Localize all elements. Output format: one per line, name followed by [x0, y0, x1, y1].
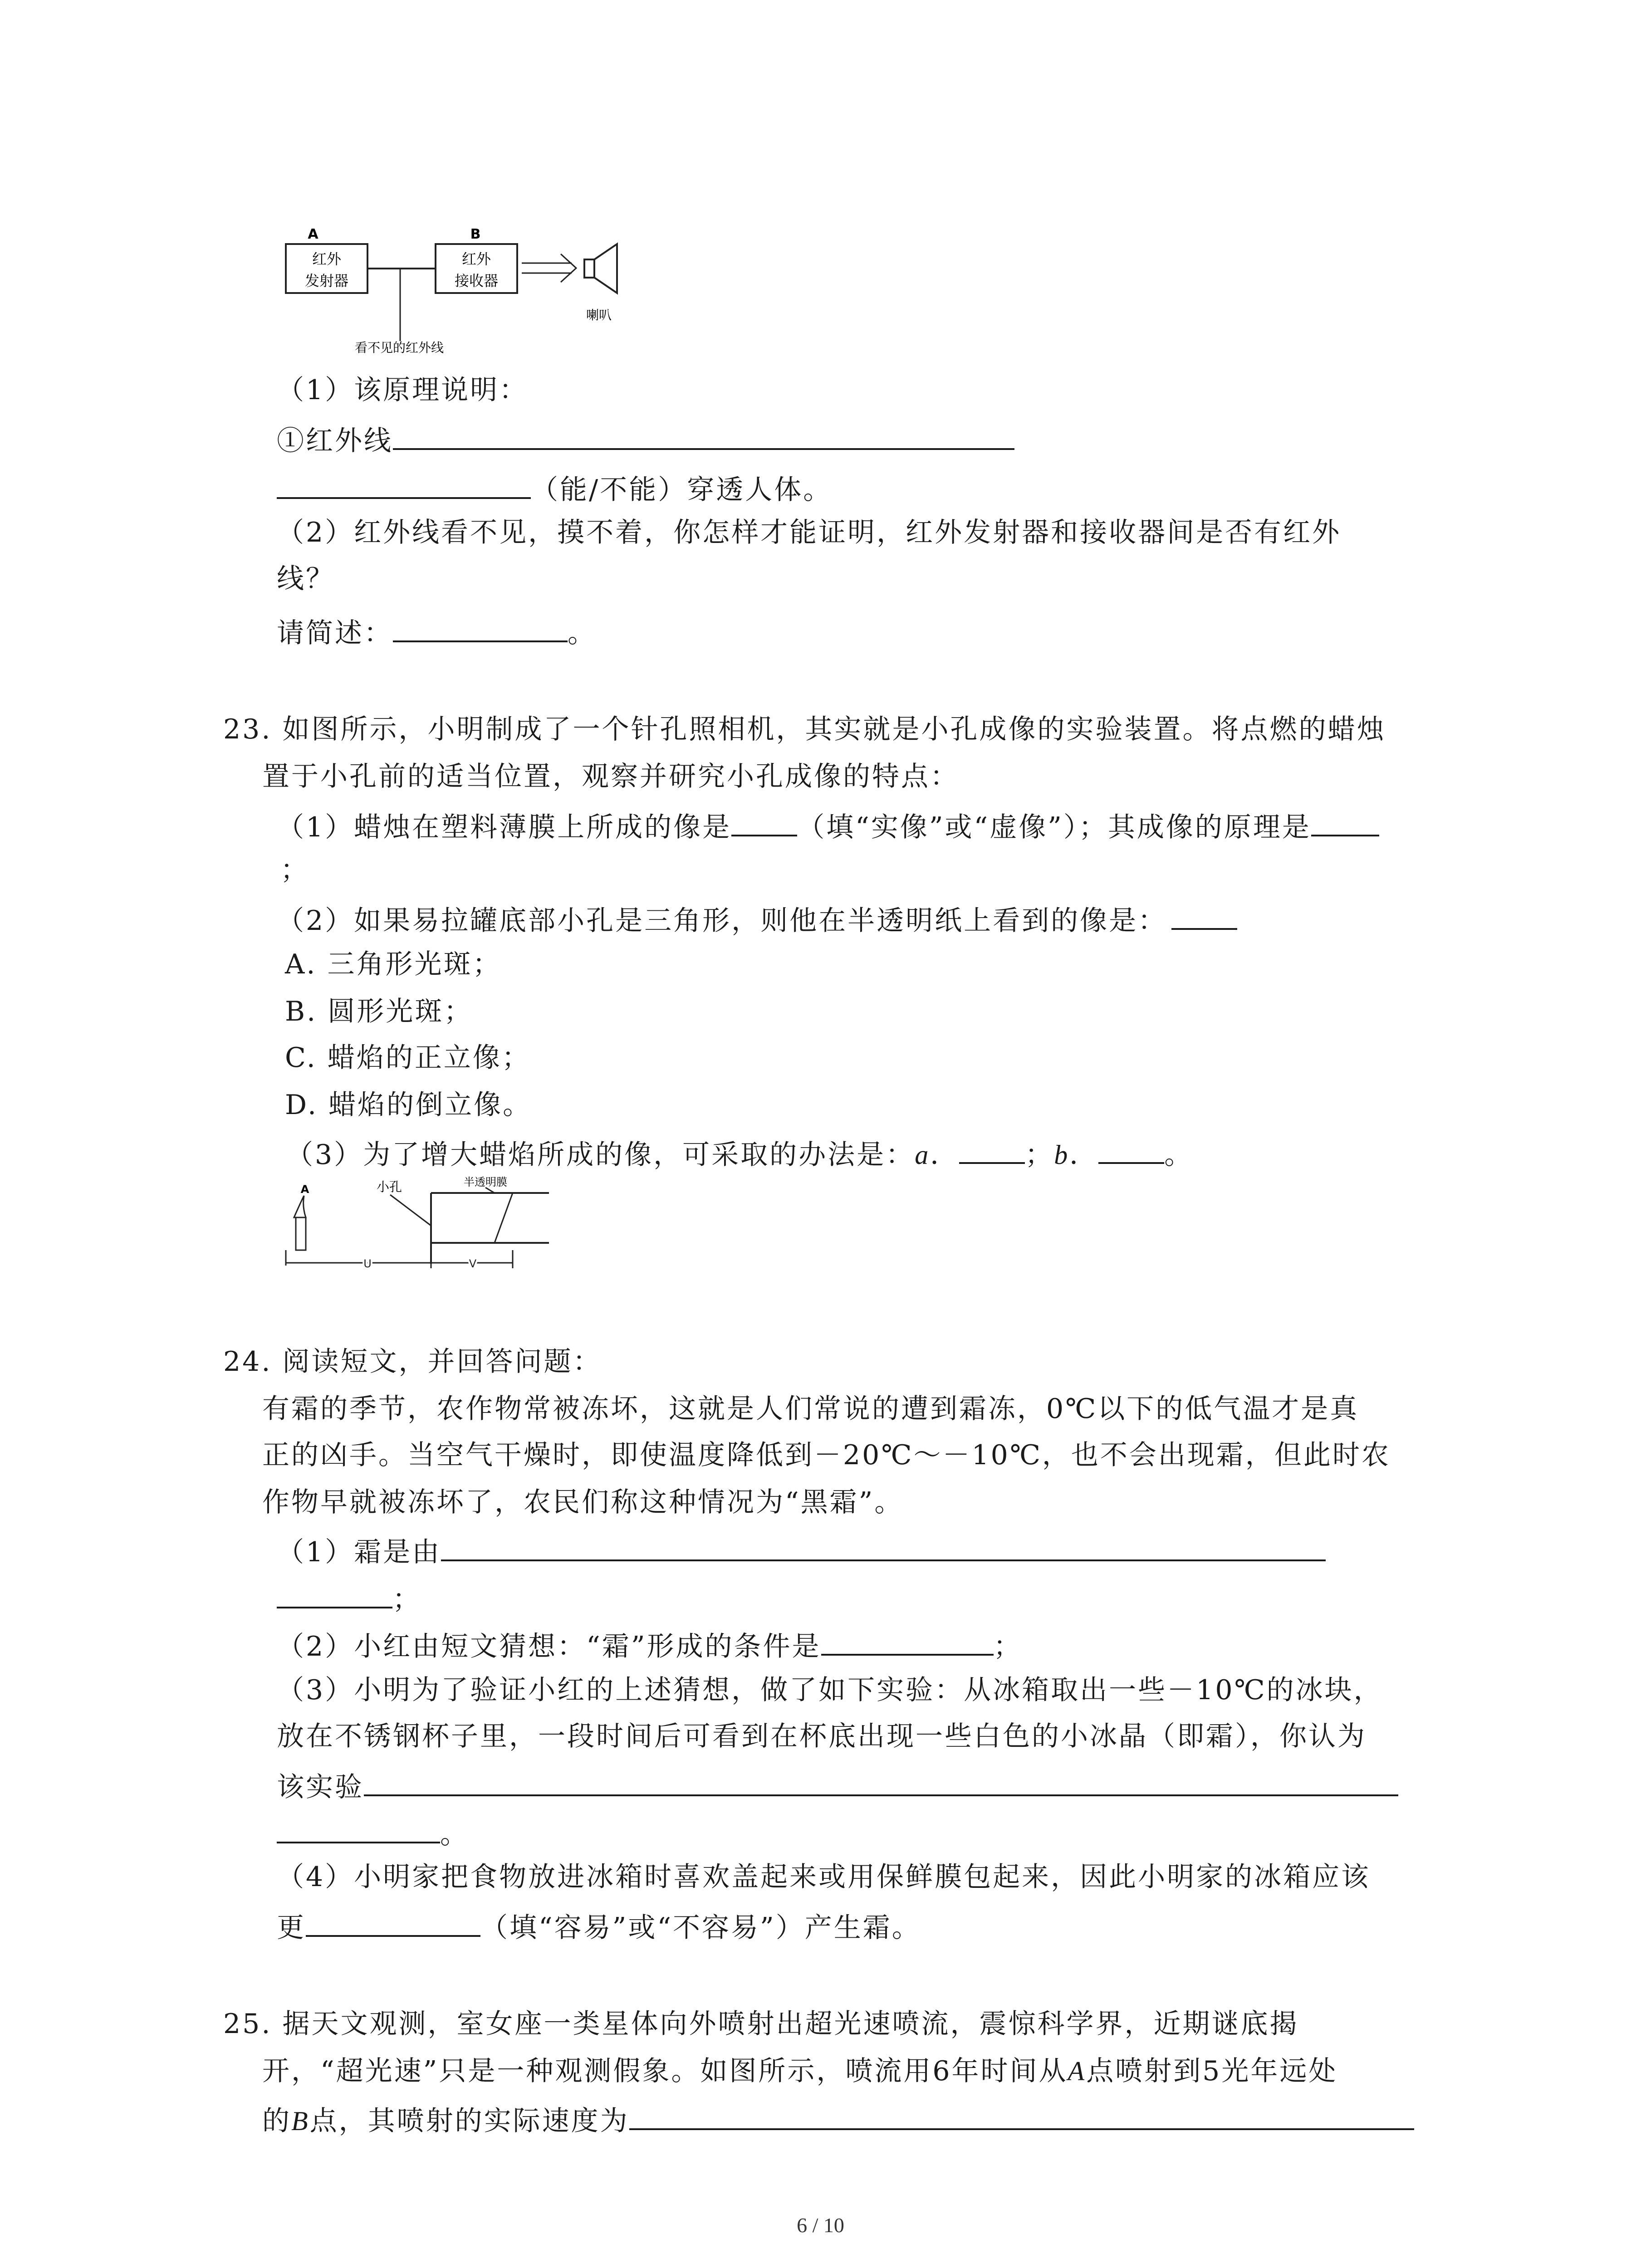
answer-blank[interactable]	[1171, 898, 1237, 930]
q22-part1-a: ①红外线	[277, 418, 1014, 456]
q24-passage-line1: 有霜的季节，农作物常被冻坏，这就是人们常说的遭到霜冻，0℃以下的低气温才是真	[262, 1393, 1359, 1425]
fig2-label-a: A	[300, 1183, 309, 1196]
fig1-label-b: B	[470, 226, 481, 242]
q25-stem-line1: 25. 据天文观测，室女座一类星体向外喷射出超光速喷流，震惊科学界，近期谜底揭	[223, 2008, 1299, 2040]
q23-part1: （1）蜡烛在塑料薄膜上所成的像是 （填“实像”或“虚像”）；其成像的原理是	[277, 805, 1379, 843]
fig2-label-hole: 小孔	[376, 1179, 402, 1194]
answer-blank[interactable]	[441, 1530, 1326, 1561]
q23-stem-line1: 23. 如图所示，小明制成了一个针孔照相机，其实就是小孔成像的实验装置。将点燃的蜡烛	[223, 714, 1386, 745]
answer-blank[interactable]	[277, 467, 531, 499]
q24-part4-line1: （4）小明家把食物放进冰箱时喜欢盖起来或用保鲜膜包起来，因此小明家的冰箱应该	[277, 1861, 1371, 1893]
answer-blank[interactable]	[277, 1812, 440, 1843]
fig2-label-u: U	[363, 1257, 372, 1270]
q24-part4-line2: 更 （填“容易”或“不容易”）产生霜。	[277, 1905, 921, 1943]
q23-option-c: C. 蜡焰的正立像；	[285, 1042, 531, 1074]
answer-blank[interactable]	[393, 418, 1014, 450]
q24-passage-line2: 正的凶手。当空气干燥时，即使温度降低到－20℃～－10℃，也不会出现霜，但此时农	[262, 1439, 1391, 1471]
question-number: 24.	[223, 1346, 272, 1378]
candle-icon	[296, 1217, 306, 1250]
fig2-label-film: 半透明膜	[464, 1176, 507, 1188]
q24-stem-line1: 24. 阅读短文，并回答问题：	[223, 1346, 602, 1378]
q23-part2: （2）如果易拉罐底部小孔是三角形，则他在半透明纸上看到的像是：	[277, 898, 1237, 936]
answer-blank[interactable]	[731, 805, 797, 836]
candle-flame-icon	[294, 1196, 306, 1217]
q23-part3: （3）为了增大蜡焰所成的像，可采取的办法是：a． ；b． 。	[286, 1132, 1193, 1170]
answer-blank[interactable]	[306, 1905, 480, 1937]
q24-part3-line2: 放在不锈钢杯子里，一段时间后可看到在杯底出现一些白色的小冰晶（即霜），你认为	[277, 1721, 1367, 1752]
emitter-label-2: 发射器	[304, 272, 349, 289]
q25-stem-line2: 开，“超光速”只是一种观测假象。如图所示，喷流用6年时间从A点喷射到5光年远处	[262, 2055, 1338, 2087]
q24-part3-line3: 该实验	[277, 1765, 1398, 1803]
infrared-diagram	[281, 222, 635, 358]
q24-part1: （1）霜是由	[277, 1530, 1326, 1568]
film-screen	[495, 1193, 513, 1243]
answer-blank[interactable]	[364, 1765, 1398, 1796]
q22-part2-line2: 线？	[277, 563, 335, 595]
q22-part2-line1: （2）红外线看不见，摸不着，你怎样才能证明，红外发射器和接收器间是否有红外	[277, 517, 1342, 548]
answer-blank[interactable]	[393, 611, 568, 642]
double-arrow-icon	[561, 254, 576, 282]
q24-part2: （2）小红由短文猜想：“霜”形成的条件是 ；	[277, 1624, 1023, 1662]
fig1-label-a: A	[308, 226, 318, 242]
q23-option-b: B. 圆形光斑；	[285, 996, 473, 1027]
answer-blank[interactable]	[1098, 1132, 1164, 1164]
q22-part2-line3: 请简述： 。	[277, 611, 597, 649]
answer-blank[interactable]	[277, 1577, 392, 1608]
q24-part3-end: 。	[277, 1812, 469, 1850]
q23-option-a: A. 三角形光斑；	[285, 948, 502, 980]
q25-stem-line3: 的B点，其喷射的实际速度为	[262, 2098, 1414, 2136]
q24-passage-line3: 作物早就被冻坏了，农民们称这种情况为“黑霜”。	[262, 1486, 904, 1518]
answer-blank[interactable]	[821, 1624, 994, 1656]
receiver-label-2: 接收器	[454, 272, 499, 289]
emitter-label-1: 红外	[312, 250, 342, 268]
q23-part1-end: ；	[280, 854, 309, 886]
q23-option-d: D. 蜡焰的倒立像。	[285, 1089, 532, 1121]
ray-label: 看不见的红外线	[354, 340, 444, 355]
question-number: 25.	[223, 2008, 272, 2040]
q24-part3-line1: （3）小明为了验证小红的上述猜想，做了如下实验：从冰箱取出一些－10℃的冰块，	[277, 1674, 1383, 1706]
q24-part1-end: ；	[277, 1577, 421, 1615]
receiver-label-1: 红外	[461, 250, 491, 268]
answer-blank[interactable]	[959, 1132, 1025, 1164]
q22-part1: （1）该原理说明：	[277, 374, 529, 406]
speaker-label: 喇叭	[586, 308, 612, 323]
page-number: 6 / 10	[797, 2214, 844, 2237]
fig2-label-v: V	[469, 1257, 477, 1270]
speaker-icon	[584, 259, 594, 278]
answer-blank[interactable]	[629, 2098, 1414, 2130]
pinhole-camera-diagram	[277, 1175, 576, 1284]
question-number: 23.	[223, 714, 272, 745]
answer-blank[interactable]	[1311, 805, 1379, 836]
q22-part1-b: （能/不能）穿透人体。	[277, 467, 832, 505]
q23-stem-line2: 置于小孔前的适当位置，观察并研究小孔成像的特点：	[262, 761, 959, 792]
